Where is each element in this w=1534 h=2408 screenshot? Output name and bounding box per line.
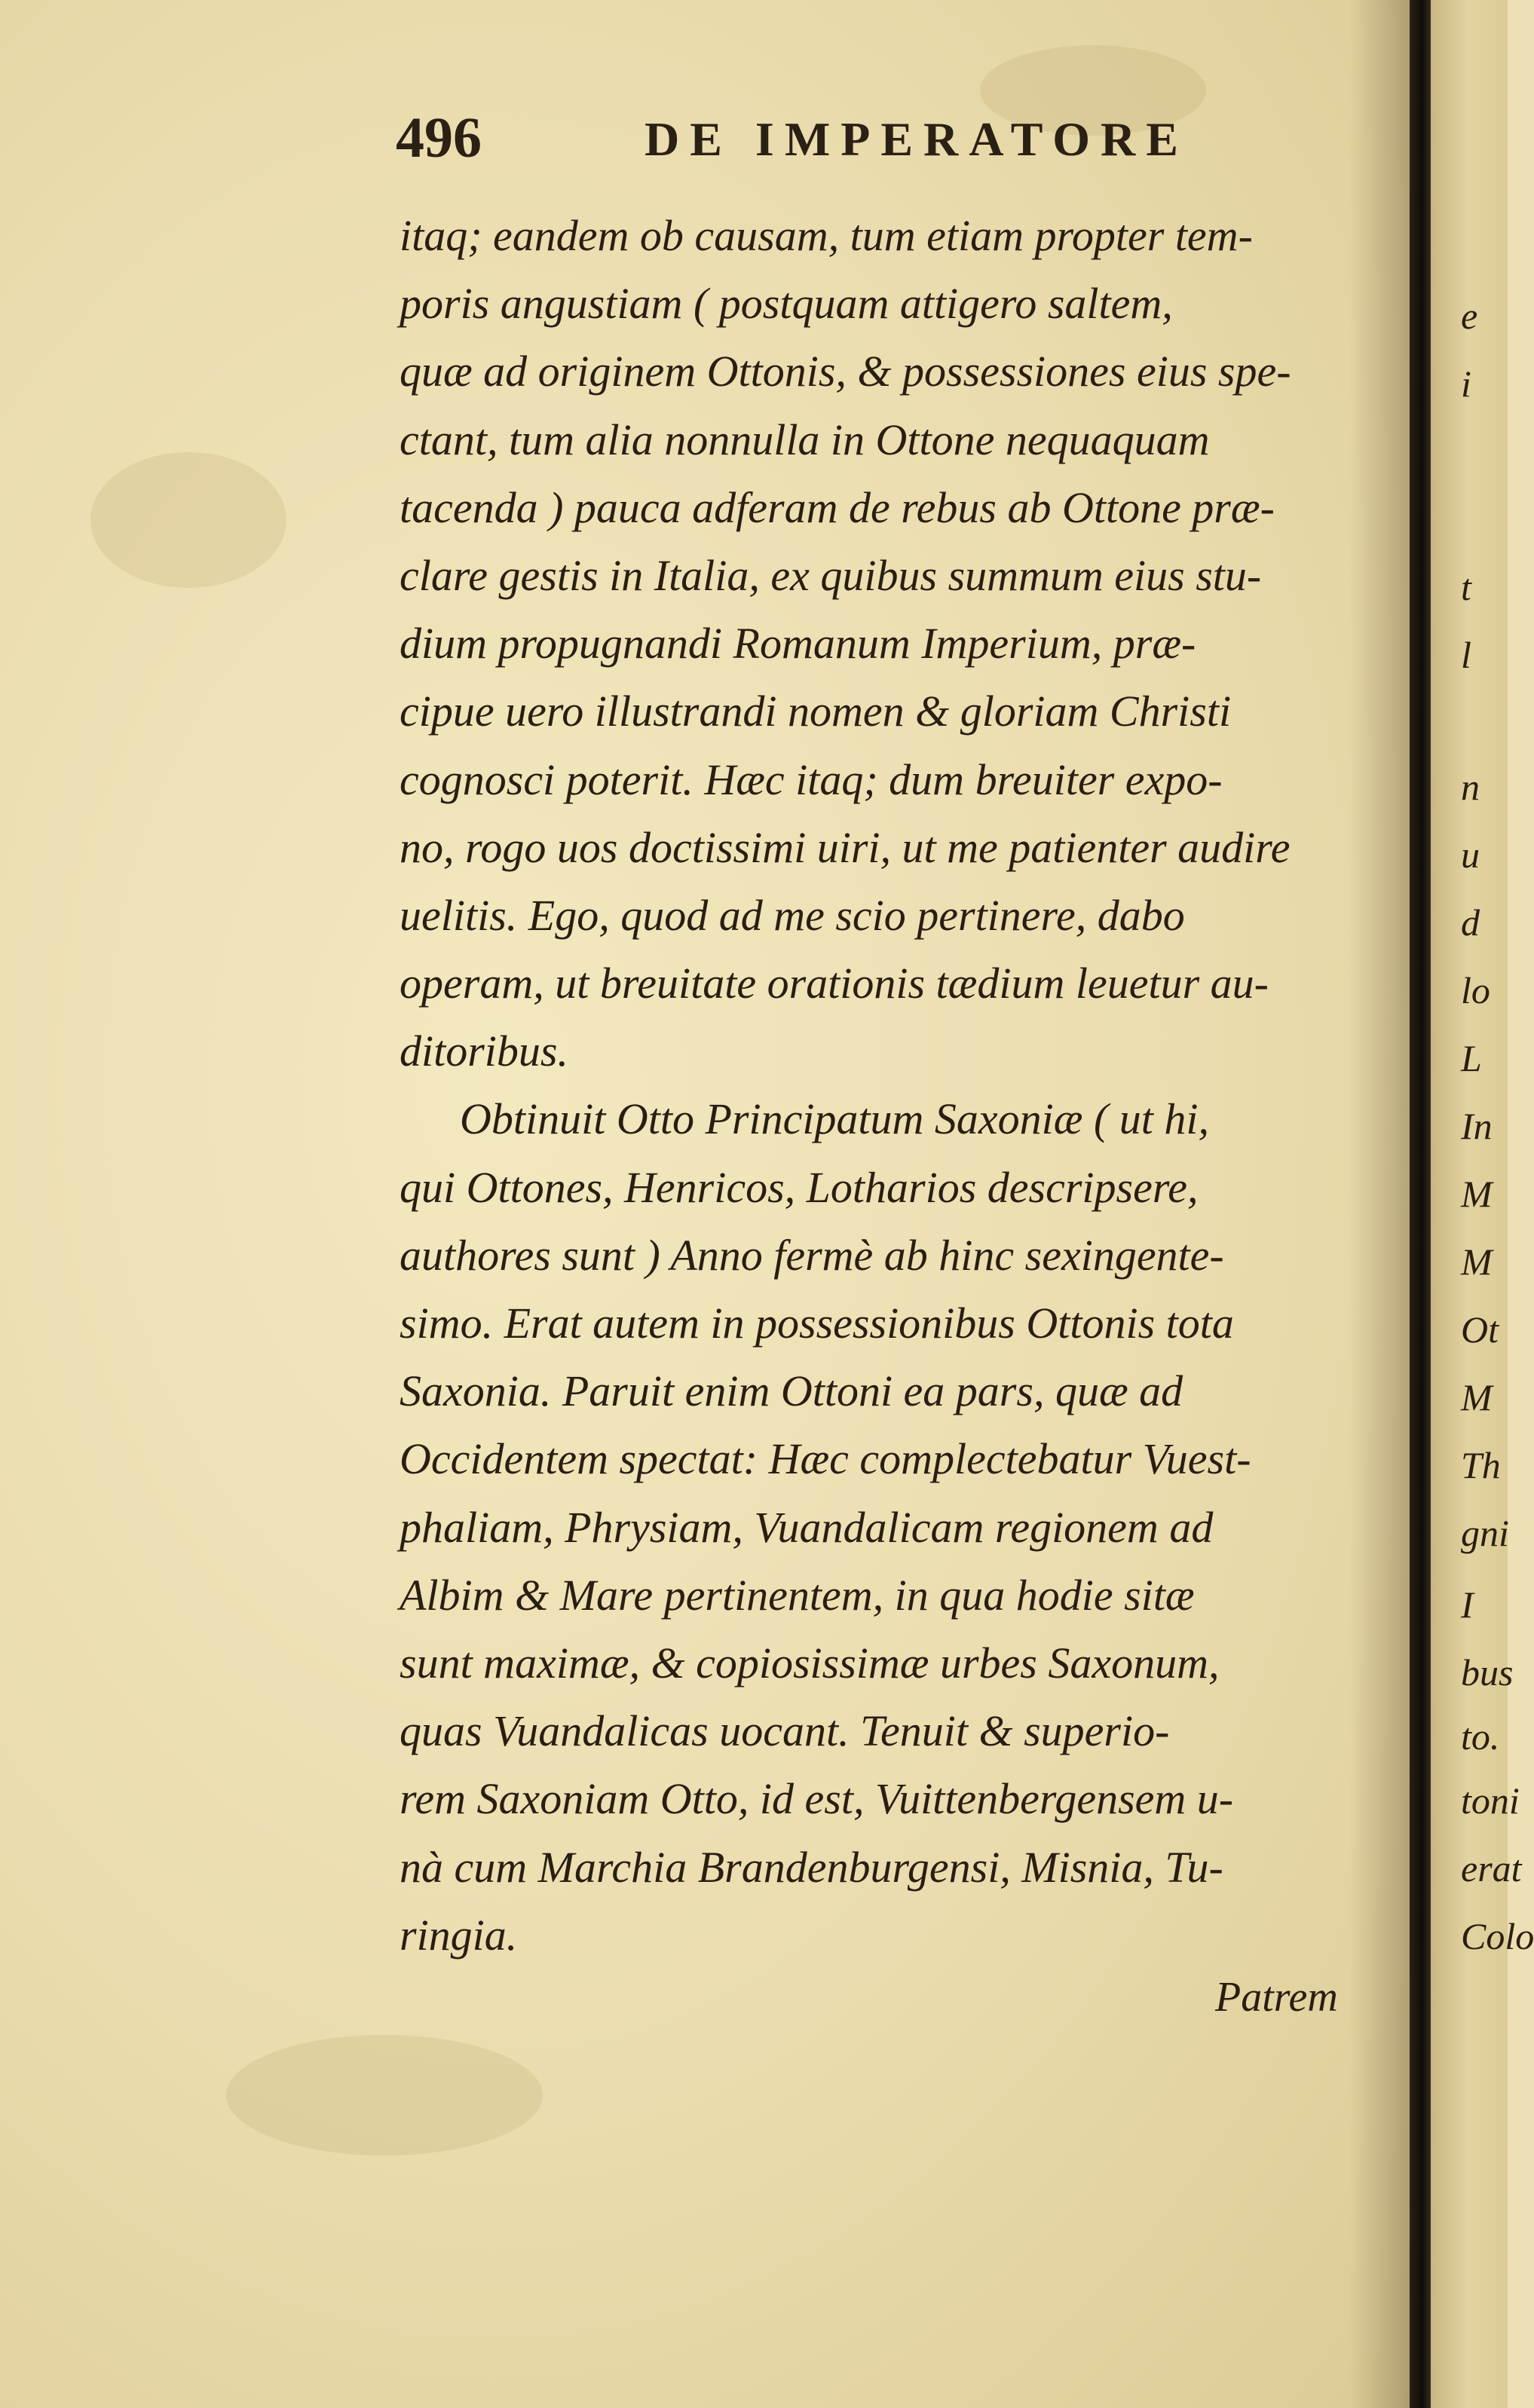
text-line: cipue uero illustrandi nomen & gloriam Christi	[400, 687, 1232, 736]
text-line: dium propugnandi Romanum Imperium, præ-	[400, 619, 1196, 669]
text-line: ctant, tum alia nonnulla in Ottone nequaquam	[400, 415, 1210, 464]
facing-page-fragment: t	[1461, 566, 1471, 608]
text-line: cognosci poterit. Hæc itaq; dum breuiter expo-	[400, 754, 1223, 804]
facing-page-fragment: toni	[1461, 1779, 1520, 1822]
catchword: Patrem	[1215, 1974, 1338, 2021]
paper-stain	[90, 452, 286, 588]
text-line: clare gestis in Italia, ex quibus summum eius stu-	[400, 550, 1262, 600]
text-line: rem Saxoniam Otto, id est, Vuittenbergensem u-	[400, 1774, 1234, 1824]
text-line: Saxonia. Paruit enim Ottoni ea pars, quæ ad	[400, 1366, 1183, 1416]
text-line: sunt maximæ, & copiosissimæ urbes Saxonum,	[400, 1638, 1220, 1687]
text-line: no, rogo uos doctissimi uiri, ut me patienter audire	[400, 822, 1291, 872]
page-gutter-shadow	[1349, 0, 1410, 2408]
text-line: ringia.	[400, 1910, 518, 1960]
facing-page-fragment: e	[1461, 295, 1478, 337]
facing-page-fragment: Colo	[1461, 1915, 1534, 1957]
paper-stain	[226, 2035, 543, 2156]
text-line: ditoribus.	[400, 1027, 568, 1076]
text-line: authores sunt ) Anno fermè ab hinc sexingente-	[400, 1230, 1224, 1280]
facing-page-fragment: Ot	[1461, 1308, 1499, 1351]
text-line: Occidentem spectat: Hæc complectebatur Vuest-	[400, 1434, 1251, 1484]
text-line: Albim & Mare pertinentem, in qua hodie sitæ	[400, 1570, 1195, 1620]
text-line: poris angustiam ( postquam attigero saltem,	[400, 279, 1173, 329]
facing-page-fragment: l	[1461, 634, 1471, 676]
facing-page-fragment: erat	[1461, 1847, 1522, 1889]
facing-page-fragment: M	[1461, 1173, 1493, 1215]
facing-page-fragment: In	[1461, 1105, 1493, 1147]
text-line: uelitis. Ego, quod ad me scio pertinere, dabo	[400, 890, 1185, 940]
text-line: quas Vuandalicas uocant. Tenuit & superio-	[400, 1706, 1170, 1756]
running-head: DE IMPERATORE	[645, 112, 1189, 166]
facing-page-fragment: lo	[1461, 969, 1490, 1011]
facing-page-fragment: d	[1461, 901, 1480, 944]
text-line: qui Ottones, Henricos, Lotharios descripsere,	[400, 1162, 1199, 1212]
facing-page-fragment: bus	[1461, 1651, 1514, 1694]
facing-page-fragment: n	[1461, 766, 1480, 808]
facing-page-fragment: u	[1461, 834, 1480, 876]
facing-page-fragment: gni	[1461, 1512, 1509, 1554]
facing-page-edge	[1431, 0, 1534, 2408]
text-line: simo. Erat autem in possessionibus Ottonis tota	[400, 1299, 1234, 1348]
facing-page-fragment: I	[1461, 1583, 1474, 1626]
facing-page-fragment: M	[1461, 1376, 1493, 1418]
facing-page-fragment: M	[1461, 1241, 1493, 1283]
facing-page-fragment: Th	[1461, 1444, 1501, 1486]
page-number: 496	[396, 106, 482, 170]
facing-page-fragment: i	[1461, 363, 1471, 405]
text-line: operam, ut breuitate orationis tædium leuetur au-	[400, 959, 1269, 1008]
book-spine	[1410, 0, 1431, 2408]
text-line: tacenda ) pauca adferam de rebus ab Ottone præ-	[400, 482, 1275, 532]
text-line: quæ ad originem Ottonis, & possessiones eius spe-	[400, 347, 1291, 396]
text-line: nà cum Marchia Brandenburgensi, Misnia, Tu-	[400, 1842, 1223, 1892]
body-text	[400, 202, 1364, 1969]
page-header	[396, 106, 1391, 173]
facing-page-fragment: to.	[1461, 1715, 1500, 1758]
text-line: phaliam, Phrysiam, Vuandalicam regionem ad	[400, 1502, 1214, 1552]
text-line: Obtinuit Otto Principatum Saxoniæ ( ut hi,	[460, 1094, 1210, 1144]
facing-page-fragment: L	[1461, 1037, 1482, 1079]
text-line: itaq; eandem ob causam, tum etiam propter tem-	[400, 211, 1253, 260]
